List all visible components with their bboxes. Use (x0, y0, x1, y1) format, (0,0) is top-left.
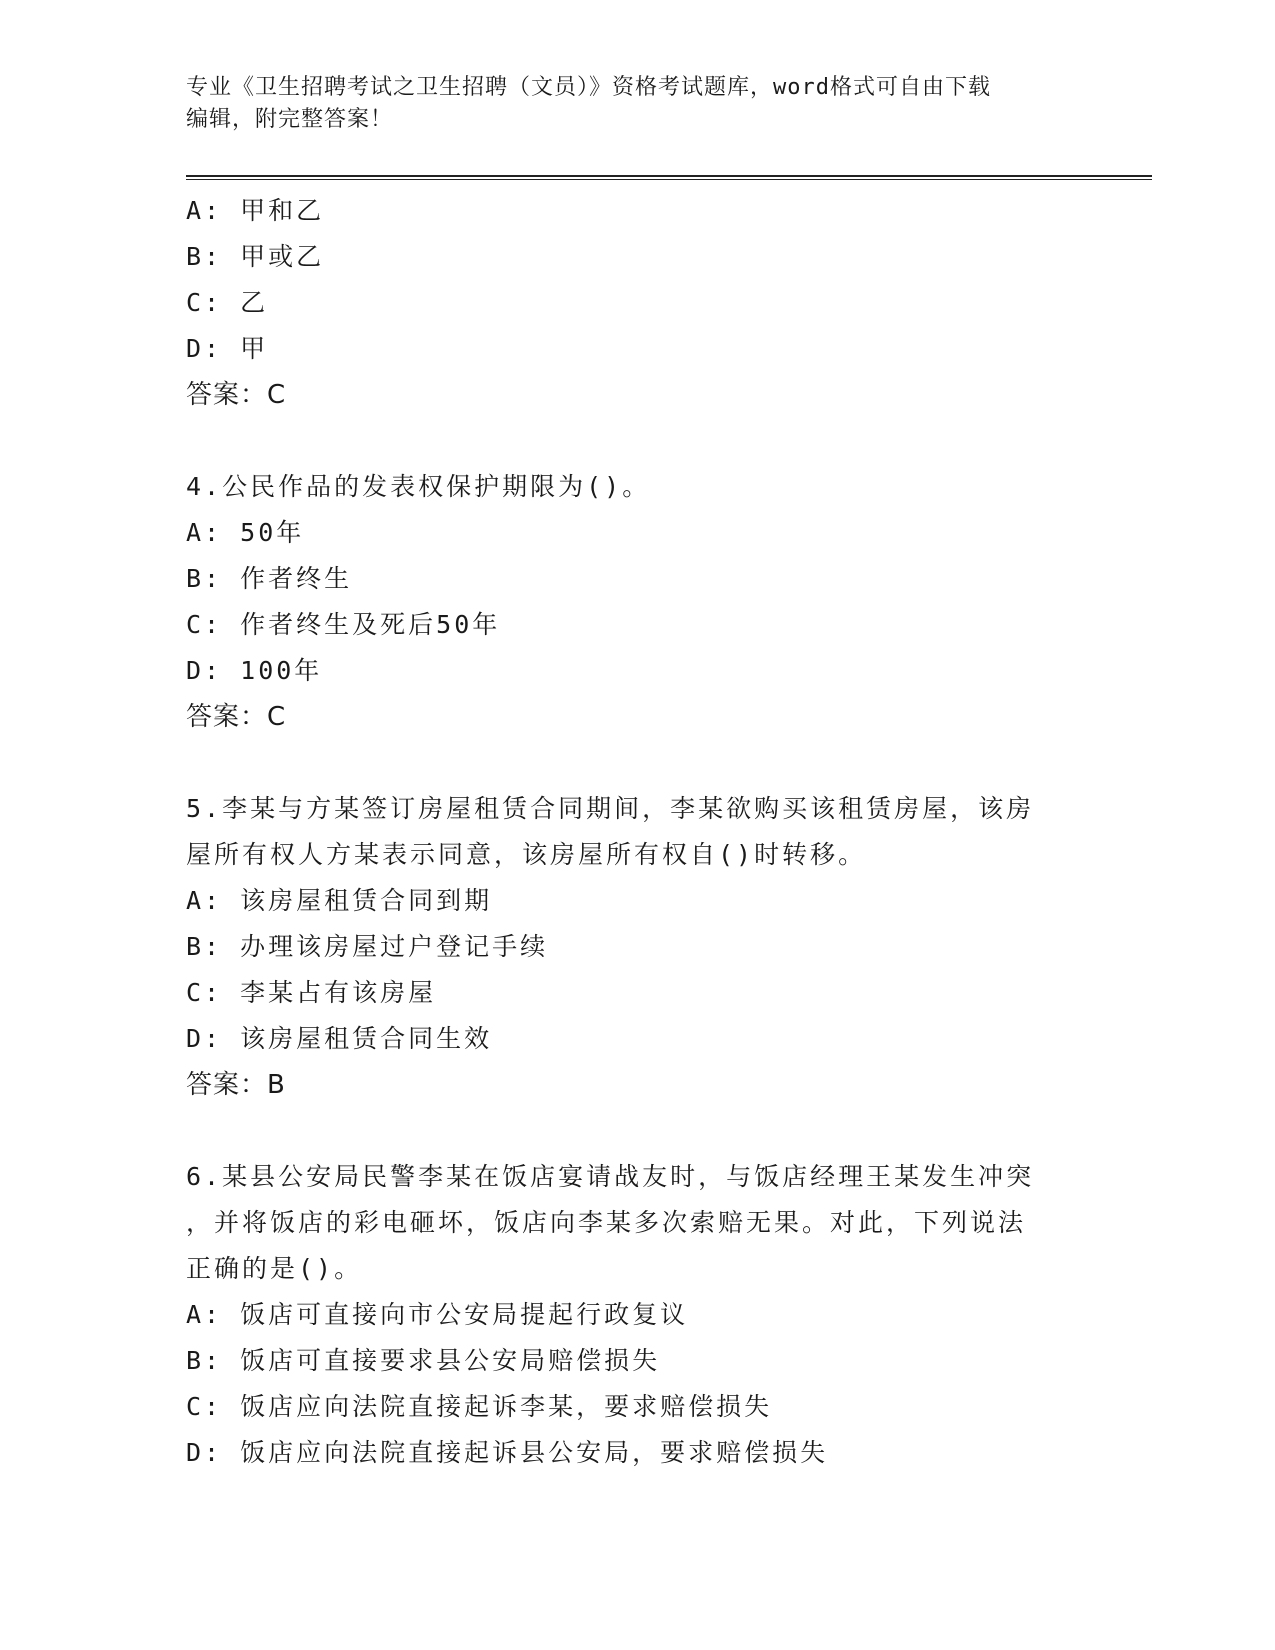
answer-line: 答案：B (186, 1070, 286, 1100)
answer-line: 答案：C (186, 380, 287, 410)
option-d: D: 100年 (186, 656, 323, 685)
option-b: B: 办理该房屋过户登记手续 (186, 932, 549, 961)
question-5 (186, 786, 1136, 1108)
question-4 (186, 464, 1136, 740)
question-text: 5.李某与方某签订房屋租赁合同期间，李某欲购买该租赁房屋，该房 (186, 794, 1035, 823)
option-b: B: 作者终生 (186, 564, 353, 593)
question-text: 4.公民作品的发表权保护期限为()。 (186, 472, 651, 501)
question-text: 6.某县公安局民警李某在饭店宴请战友时，与饭店经理王某发生冲突 (186, 1162, 1035, 1191)
option-d: D: 饭店应向法院直接起诉县公安局，要求赔偿损失 (186, 1438, 829, 1467)
answer-line: 答案：C (186, 702, 287, 732)
question-6 (186, 1154, 1136, 1476)
option-c: C: 乙 (186, 288, 269, 317)
option-d: D: 该房屋租赁合同生效 (186, 1024, 493, 1053)
option-c: C: 李某占有该房屋 (186, 978, 437, 1007)
question-text: ，并将饭店的彩电砸坏，饭店向李某多次索赔无果。对此，下列说法 (186, 1208, 1027, 1237)
option-d: D: 甲 (186, 334, 269, 363)
option-b: B: 饭店可直接要求县公安局赔偿损失 (186, 1346, 661, 1375)
option-a: A: 甲和乙 (186, 196, 325, 225)
question-text: 屋所有权人方某表示同意，该房屋所有权自()时转移。 (186, 840, 867, 869)
question-text: 正确的是()。 (186, 1254, 363, 1283)
document-header (186, 72, 1086, 136)
option-a: A: 50年 (186, 518, 305, 547)
question-3-options (186, 188, 1136, 418)
option-b: B: 甲或乙 (186, 242, 325, 271)
header-divider (186, 175, 1152, 180)
question-list (186, 188, 1136, 1476)
option-c: C: 作者终生及死后50年 (186, 610, 501, 639)
header-line-1: 专业《卫生招聘考试之卫生招聘（文员）》资格考试题库，word格式可自由下载 (186, 75, 991, 100)
option-c: C: 饭店应向法院直接起诉李某，要求赔偿损失 (186, 1392, 773, 1421)
option-a: A: 饭店可直接向市公安局提起行政复议 (186, 1300, 689, 1329)
header-line-2: 编辑，附完整答案！ (186, 107, 394, 132)
option-a: A: 该房屋租赁合同到期 (186, 886, 493, 915)
